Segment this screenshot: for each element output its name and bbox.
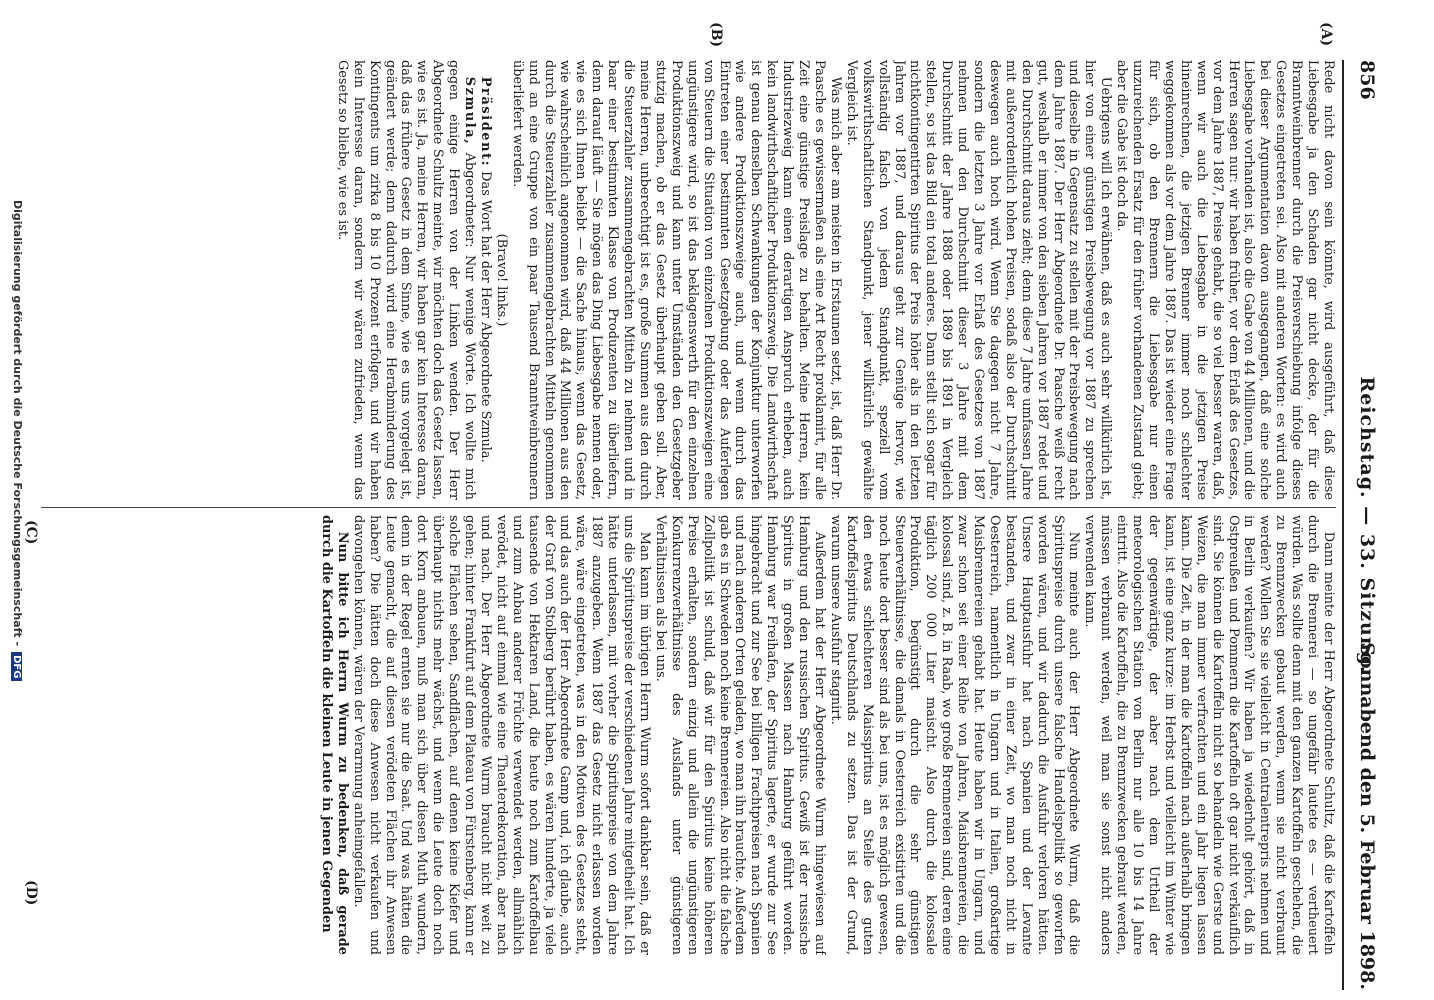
paragraph: Nun bitte ich Herrn Wurm zu bedenken, daß gerade durch die Kartoffeln die kleinen Leute in jenen Gegenden bbox=[318, 515, 350, 955]
footer-text: Digitalisierung gefördert durch die Deutsche Forschungsgemeinschaft - bbox=[11, 200, 24, 647]
margin-marker-d: (D) bbox=[23, 880, 39, 906]
speaker-text: Das Wort hat der Herr Abgeordnete Szmula. bbox=[477, 171, 493, 463]
right-column bbox=[41, 515, 1336, 955]
left-column bbox=[41, 60, 1336, 500]
paragraph: Dann meinte der Herr Abgeordnete Schultz, daß die Kartoffeln durch die Brennerei — so ungefähr lautete es — vertheuert würden. Was sollte denn mit den ganzen Kartoffeln geschehen, die zu Brennzwecken gebaut werden, wenn sie nicht verbraunt werden? Wollen Sie sie vielleicht in Centralentrepris nehmen und in Berlin verkaufen? Wir haben ja wiederholt gehört, daß in Ostpreußen und Pommern die Kartoffeln oft gar nicht verkäuflich sind. Sie können die Kartoffeln nicht so behandeln wie Gerste und Weizen, die man immer verfrachten und ein Jahr liegen lassen kann. Die Zeit, in der man die Kartoffeln nach außerhalb bringen kann, ist eine ganz kurze: im Herbst und vielleicht im Winter wie der gegenwärtige, der aber nach dem Urtheil der meteorologischen Station von Berlin nur alle 10 bis 14 Jahre eintritt. Also die Kartoffeln, die zu Brennzwecken gebraut werden, müssen verbraunt werden, weil man sie sonst nicht anders verwenden kann. bbox=[1082, 515, 1336, 955]
page-number: 856 bbox=[1356, 60, 1378, 100]
dfg-logo: DFG bbox=[11, 652, 22, 681]
margin-marker-b: (B) bbox=[708, 22, 724, 48]
page-title: Reichstag. — 33. Sitzung. bbox=[1356, 376, 1378, 674]
paragraph: Man kann im übrigen Herrn Wurm sofort dankbar sein, daß er uns die Spirituspreise der verschiedenen Jahre mitgetheilt hat. Ich hätte unterlassen, mit vorher die Spirituspreise von dem Jahre 1887 anzugeben. Wenn 1887 das Gesetz nicht erlassen worden wäre, wäre eingetreten, was in den Motiven des Gesetzes steht, und das auch der Herr Abgeordnete Gamp und, ich glaube, auch der Graf von Stolberg berührt haben, es wären hunderte, ja viele tausende von Hektaren Land, die heute noch zum Kartoffelbau und zum Anbau anderer Früchte verwendet werden, allmählich verödet, nicht auf einmal wie eine Theaterdekoration, aber nach und nach. Der Herr Abgeordnete Wurm braucht nicht weit zu gehen; hinter Frankfurt auf dem Plateau von Fürstenberg, kann er solche Flächen sehen, Sandflächen, auf denen keine Kiefer und überhaupt nichts mehr wächst, und wenn die Leute doch noch dort Korn anbauen, muß man sich über diesen Muth wundern, denn in der Regel ernten sie nur die Saat. Und was hätten die Leute gemacht, die auf diesen verödeten Flächen ihr Anwesen haben? Die hätten doch diese Anwesen nicht verkaufen und davongehen können, wären der Verarmung anheimgefallen. bbox=[350, 515, 653, 955]
speaker-paragraph bbox=[334, 60, 477, 500]
margin-marker-a: (A) bbox=[1318, 22, 1334, 47]
column-divider bbox=[41, 507, 1336, 508]
margin-marker-c: (C) bbox=[23, 520, 39, 545]
paragraph: Außerdem hat der Herr Abgeordnete Wurm hingewiesen auf Hamburg und den russischen Spiritus. Gewiß ist der russische Spiritus in großen Massen nach Hamburg geführt worden. Hamburg war Freihafen, der Spiritus lagerte, er wurde zur See hingebracht und zur See bei billigen Frachtpreisen nach Spanien und nach anderen Orten geladen, wo man ihn brauchte. Außerdem gab es in Schweden noch keine Brennereien. Also nicht die falsche Zollpolitik ist schuld, daß wir für den Spiritus keine höheren Preise erhalten, sondern einzig und allein die ungünstigeren Konkurrenzverhältnisse des Auslands unter günstigeren Verhältnissen als bei uns. bbox=[652, 515, 827, 955]
paragraph: Rede nicht davon sein könnte, wird ausgeführt, daß diese Liebesgabe ja den Schaden gar nicht decke, der für die Branntweinbrenner durch die Preisverschiebung infolge dieses Gesetzes eingetreten sei. Also mit anderen Worten: es wird auch bei dieser Argumentation davon ausgegangen, daß eine solche Liebesgabe vorhanden ist, also die Gabe von 44 Millionen, und die Herren sagen nur: wir haben früher, vor dem Erlaß des Gesetzes, vor dem Jahre 1887, Preise gehabt, die so viel besser waren, daß, wenn wir auch die Liebesgabe in die jetzigen Preise hineinrechnen, die jetzigen Brenner immer noch schlechter weggekommen als vor dem Jahre 1887. Das ist wieder eine Frage für sich, ob den Brennern die Liebesgabe nur einen unzureichenden Ersatz für den früher vorhandenen Zustand giebt; aber die Gabe ist doch da. bbox=[1114, 60, 1336, 500]
speaker-label: Präsident: bbox=[477, 76, 493, 168]
digitization-footer bbox=[11, 200, 24, 980]
page-header bbox=[1342, 60, 1380, 990]
session-date: Sonnabend den 5. Februar 1898. bbox=[1356, 642, 1378, 990]
speaker-text: Abgeordneter: Nur wenige Worte. Ich wollte mich gegen einige Herren von der Linken wenden. Der Herr Abgeordnete Schultz meinte, wir möchten doch das Gesetz lassen, wie es ist. Ja, meine Herren, wir haben gar kein Interesse daran, daß das frühere Gesetz in dem Sinne, wie es uns vorgelegt ist, geändert werde; denn dadurch wird eine Herabminderung des Kontingents um zirka 8 bis 10 Prozent erfolgen, und wir haben kein Interesse daran, sondern wir wären zufrieden, wenn das Gesetz so bliebe, wie es ist. bbox=[334, 60, 478, 500]
paragraph: Uebrigens will ich erwähnen, daß es auch sehr willkürlich ist, hier von einer günstigen Preisbewegung vor 1887 zu sprechen und dieselbe in Gegensatz zu stellen mit der Preisbewegung nach dem Jahre 1887. Der Herr Abgeordnete Dr. Paasche weiß recht gut, weshalb er immer von den sieben Jahren vor 1887 redet und den Durchschnitt daraus zieht; denn diese 7 Jahre umfassen Jahre mit außerordentlich hohen Preisen, sodaß also der Durchschnitt deswegen auch hoch wird. Wenn Sie dagegen nicht 7 Jahre, sondern die letzten 3 Jahre vor Erlaß des Gesetzes von 1887 nehmen und den Durchschnitt dieser 3 Jahre mit dem Durchschnitt der Jahre 1888 oder 1889 bis 1891 in Vergleich stellen, so ist das Bild ein total anderes. Dann stellt sich sogar für nichtkontingentirten Spiritus der Preis höher als in den letzten Jahren vor 1887, und daraus geht zur Genüge hervor, wie vollständig falsch von jedem Standpunkt, speziell vom volkswirthschaftlichen Standpunkt, jener willkürlich gewählte Vergleich ist. bbox=[843, 60, 1114, 500]
paragraph: Nun meinte auch der Herr Abgeordnete Wurm, daß die Spirituspreise durch unsere falsche Handelspolitik so geworfen worden wären, und wir dadurch die Ausfuhr verloren hätten. Unsere Hauptausfuhr hat nach Spanien und der Levante bestanden, und zwar in einer Zeit, wo man noch nicht in Oesterreich, namentlich in Ungarn und in Italien, großartige Maisbrennereien gehabt hat. Heute haben wir in Ungarn, und zwar schon seit einer Reihe von Jahren, Maisbrennereien, die kolossal sind, z. B. in Raab, wo große Brennereien sind, deren eine täglich 200 000 Liter maischt. Also durch die kolossale Produktion, begünstigt durch die sehr günstigen Steuerverhältnisse, die damals in Oesterreich existirten und die noch heute dort besser sind als bei uns, ist es möglich gewesen, den etwas schlechteren Maisspiritus an Stelle des guten Kartoffelspiritus Deutschlands zu setzen. Das ist der Grund, warum unsere Ausfuhr stagnirt. bbox=[827, 515, 1082, 955]
speaker-paragraph bbox=[477, 60, 493, 500]
paragraph: Was mich aber am meisten in Erstaunen setzt, ist, daß Herr Dr. Paasche es gewissermaßen als eine Art Recht proklamirt, für alle Zeit eine günstige Preislage zu behalten. Meine Herren, kein Industriezweig kann einen derartigen Anspruch erheben, auch kein landwirthschaftlicher Produktionszweig. Die Landwirthschaft ist genau denselben Schwankungen der Konjunktur unterworfen wie andere Produktionszweige auch, und wenn durch das Eintreten einer bestimmten Gesetzgebung oder das Auferlegen von Steuern die Situation von einzelnen Produktionszweigen eine ungünstigere wird, so ist das beklagenswerth für den einzelnen Produktionszweig und kann unter Umständen den Gesetzgeber stutzig machen, ob er das Gesetz überhaupt geben soll. Aber, meine Herren, unberechtigt ist es, große Summen aus den durch die Steuerzahler zusammengebrachten Mitteln zu nehmen und in baar einer bestimmten Klasse von Produzenten zu überliefern, denn darauf läuft — Sie mögen das Ding Liebesgabe nennen oder, wie es sich Ihnen beliebt — die Sache hinaus, wenn das Gesetz, wie wahrscheinlich angenommen wird, daß 44 Millionen aus den durch die Steuerzahler zusammengebrachten Mitteln genommen und an eine Gruppe von ein paar Tausend Branntweinbrennern überliefert werden. bbox=[509, 60, 843, 500]
applause-note: (Bravo! links.) bbox=[493, 233, 509, 327]
speaker-label: Szmula, bbox=[462, 76, 478, 146]
